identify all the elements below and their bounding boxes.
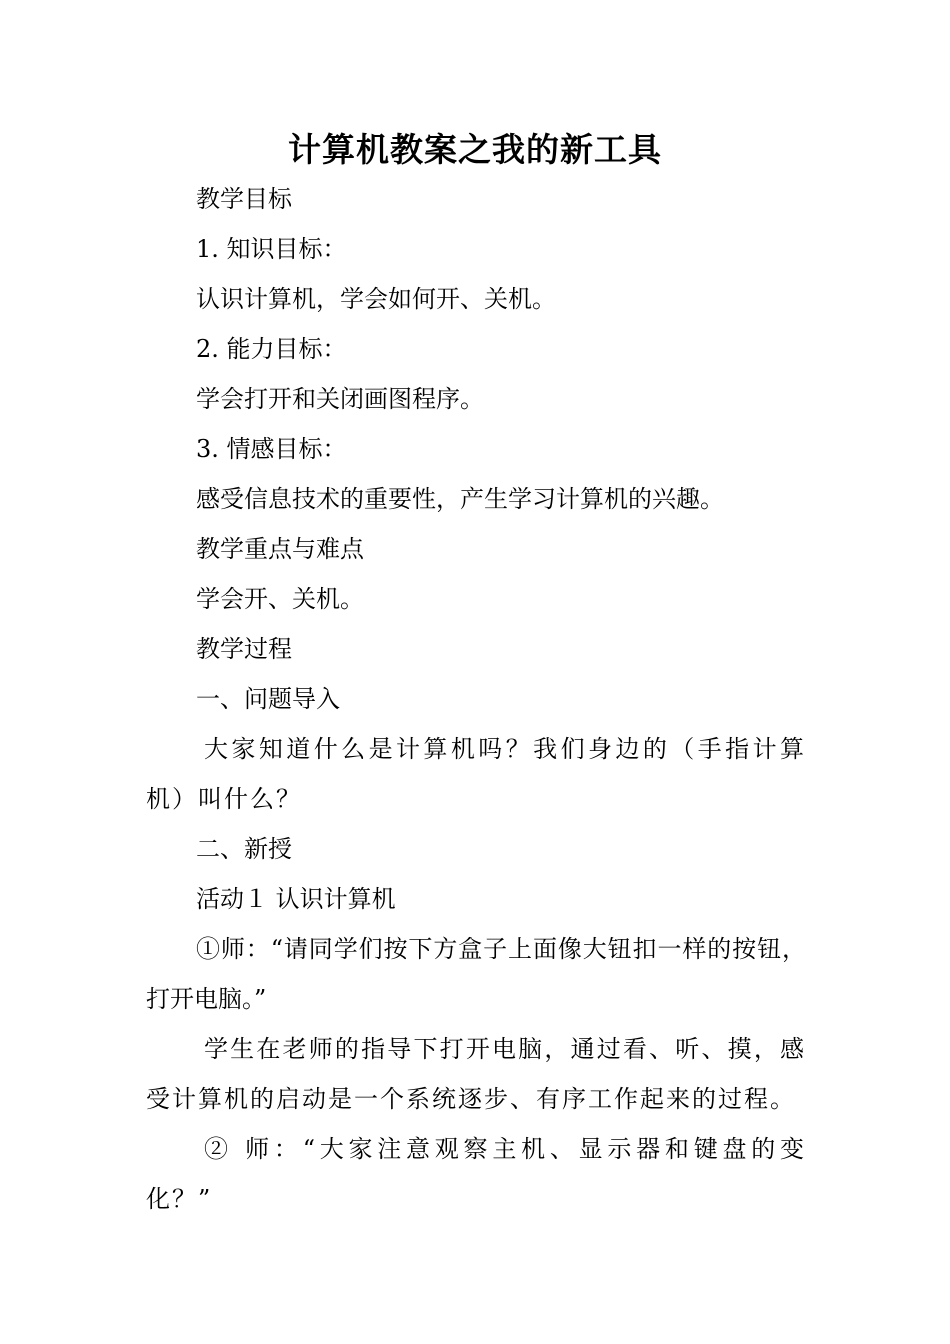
heading-teaching-process: 教学过程 <box>196 635 292 663</box>
section-intro-heading: 一、问题导入 <box>196 685 340 713</box>
intro-question-paragraph: 大家知道什么是计算机吗？我们身边的（手指计算机）叫什么？ <box>146 735 806 813</box>
section-new-lesson-heading: 二、新授 <box>196 835 292 863</box>
goal-knowledge-text: 认识计算机，学会如何开、关机。 <box>196 285 556 313</box>
goal-ability-text: 学会打开和关闭画图程序。 <box>196 385 484 413</box>
teacher-instruction-2: ② 师：“大家注意观察主机、显示器和键盘的变化？” <box>146 1135 806 1213</box>
document-body <box>146 174 806 1224</box>
activity-1-heading: 活动１ 认识计算机 <box>196 885 396 913</box>
teacher-instruction-1: ①师：“请同学们按下方盒子上面像大钮扣一样的按钮，打开电脑。” <box>146 935 806 1013</box>
heading-teaching-goals: 教学目标 <box>196 185 292 213</box>
goal-knowledge-label: 1. 知识目标： <box>196 235 347 263</box>
heading-key-points: 教学重点与难点 <box>196 535 364 563</box>
goal-ability-label: 2. 能力目标： <box>196 335 347 363</box>
key-points-text: 学会开、关机。 <box>196 585 364 613</box>
document-title: 计算机教案之我的新工具 <box>288 130 662 169</box>
student-activity-paragraph: 学生在老师的指导下打开电脑，通过看、听、摸，感受计算机的启动是一个系统逐步、有序工作起来的过程。 <box>146 1035 806 1113</box>
goal-emotion-label: 3. 情感目标： <box>196 435 347 463</box>
goal-emotion-text: 感受信息技术的重要性，产生学习计算机的兴趣。 <box>196 485 724 513</box>
